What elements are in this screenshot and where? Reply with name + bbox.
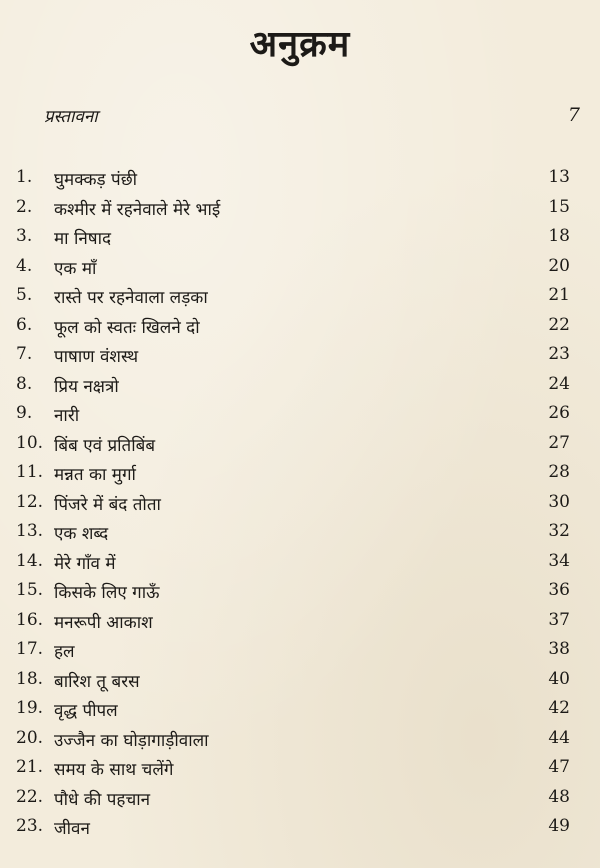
toc-entry-title: पाषाण वंशस्थ (54, 347, 139, 367)
toc-entry-number: 7. (16, 344, 33, 364)
toc-entry-page-number: 48 (548, 786, 570, 807)
toc-entry-page-number: 20 (548, 255, 570, 276)
toc-entry-title: वृद्ध पीपल (54, 701, 118, 721)
toc-entry (0, 344, 600, 374)
toc-entry-title: एक शब्द (54, 524, 109, 544)
toc-entry-page-number: 13 (548, 167, 570, 187)
table-of-contents (0, 167, 600, 846)
toc-entry-title: किसके लिए गाऊँ (54, 583, 160, 603)
toc-entry-page-number: 42 (548, 698, 570, 718)
toc-entry-title: घुमक्कड़ पंछी (54, 170, 138, 190)
toc-entry-number: 10. (16, 432, 44, 453)
toc-entry-title: बिंब एवं प्रतिबिंब (54, 435, 156, 456)
toc-entry (0, 167, 600, 197)
toc-entry (0, 433, 600, 463)
toc-entry (0, 610, 600, 640)
toc-entry-title: पौधे की पहचान (54, 789, 151, 810)
toc-entry-number: 19. (16, 698, 44, 718)
toc-entry-title: फूल को स्वतः खिलने दो (54, 317, 200, 338)
toc-entry-page-number: 26 (548, 403, 570, 423)
toc-entry (0, 403, 600, 433)
toc-entry-number: 4. (16, 255, 33, 276)
toc-entry (0, 580, 600, 610)
toc-entry-page-number: 36 (548, 580, 570, 600)
toc-entry (0, 816, 600, 846)
toc-entry-page-number: 44 (548, 727, 570, 748)
toc-entry-number: 15. (16, 580, 44, 600)
toc-entry (0, 256, 600, 286)
toc-entry (0, 698, 600, 728)
toc-entry (0, 462, 600, 492)
toc-entry (0, 757, 600, 787)
toc-entry-number: 20. (16, 727, 44, 748)
toc-entry-page-number: 28 (548, 462, 570, 482)
toc-entry-number: 12. (16, 491, 44, 512)
toc-entry-title: पिंजरे में बंद तोता (54, 494, 161, 515)
toc-entry-title: मनरूपी आकाश (54, 612, 153, 633)
toc-entry-title: समय के साथ चलेंगे (54, 760, 174, 780)
toc-entry-page-number: 34 (548, 550, 570, 571)
toc-entry-preface (44, 104, 580, 132)
toc-entry-page-number: 30 (548, 491, 570, 512)
toc-entry-title: रास्ते पर रहनेवाला लड़का (54, 288, 208, 308)
page-title: अनुक्रम (249, 23, 351, 65)
toc-entry-number: 16. (16, 609, 44, 630)
preface-page-number: 7 (567, 104, 580, 126)
toc-entry-number: 2. (16, 196, 33, 217)
toc-entry-title: एक माँ (54, 258, 97, 279)
toc-entry-title: मा निषाद (54, 229, 112, 249)
toc-entry-page-number: 23 (548, 344, 570, 364)
toc-entry-number: 5. (16, 285, 33, 305)
toc-entry (0, 551, 600, 581)
toc-entry (0, 315, 600, 345)
toc-entry-number: 13. (16, 521, 44, 541)
toc-entry-title: जीवन (54, 819, 90, 839)
toc-entry (0, 728, 600, 758)
toc-entry-number: 21. (16, 757, 44, 777)
toc-entry-number: 6. (16, 314, 33, 335)
toc-entry-number: 14. (16, 550, 44, 571)
toc-entry-number: 17. (16, 639, 44, 659)
toc-entry (0, 492, 600, 522)
toc-entry-number: 8. (16, 373, 33, 394)
toc-entry-title: कश्मीर में रहनेवाले मेरे भाई (54, 199, 221, 220)
toc-entry-page-number: 21 (548, 285, 570, 305)
toc-entry-page-number: 49 (548, 816, 570, 836)
toc-entry (0, 374, 600, 404)
toc-entry-page-number: 38 (548, 639, 570, 659)
toc-entry-number: 11. (16, 462, 44, 482)
toc-entry-page-number: 18 (548, 226, 570, 246)
toc-entry-title: नारी (54, 406, 80, 426)
toc-entry-page-number: 24 (548, 373, 570, 394)
toc-entry-title: मेरे गाँव में (54, 553, 116, 574)
toc-entry-page-number: 40 (548, 668, 570, 689)
toc-entry-number: 1. (16, 167, 33, 187)
toc-entry-number: 9. (16, 403, 33, 423)
toc-entry-title: प्रिय नक्षत्रो (54, 376, 119, 397)
toc-entry (0, 669, 600, 699)
toc-entry-number: 23. (16, 816, 44, 836)
toc-entry-number: 22. (16, 786, 44, 807)
toc-entry-title: उज्जैन का घोड़ागाड़ीवाला (54, 730, 209, 751)
toc-entry-page-number: 47 (548, 757, 570, 777)
toc-entry (0, 787, 600, 817)
toc-entry (0, 285, 600, 315)
toc-entry (0, 639, 600, 669)
toc-entry-page-number: 37 (548, 609, 570, 630)
toc-entry-title: हल (54, 642, 75, 662)
preface-label: प्रस्तावना (44, 107, 98, 127)
toc-entry (0, 197, 600, 227)
toc-entry-title: बारिश तू बरस (54, 671, 140, 692)
toc-entry-page-number: 27 (548, 432, 570, 453)
toc-entry (0, 226, 600, 256)
toc-entry-page-number: 22 (548, 314, 570, 335)
toc-entry-number: 3. (16, 226, 33, 246)
toc-entry-title: मन्नत का मुर्गा (54, 465, 136, 485)
toc-entry-page-number: 32 (548, 521, 570, 541)
toc-entry-page-number: 15 (548, 196, 570, 217)
toc-entry-number: 18. (16, 668, 44, 689)
toc-entry (0, 521, 600, 551)
